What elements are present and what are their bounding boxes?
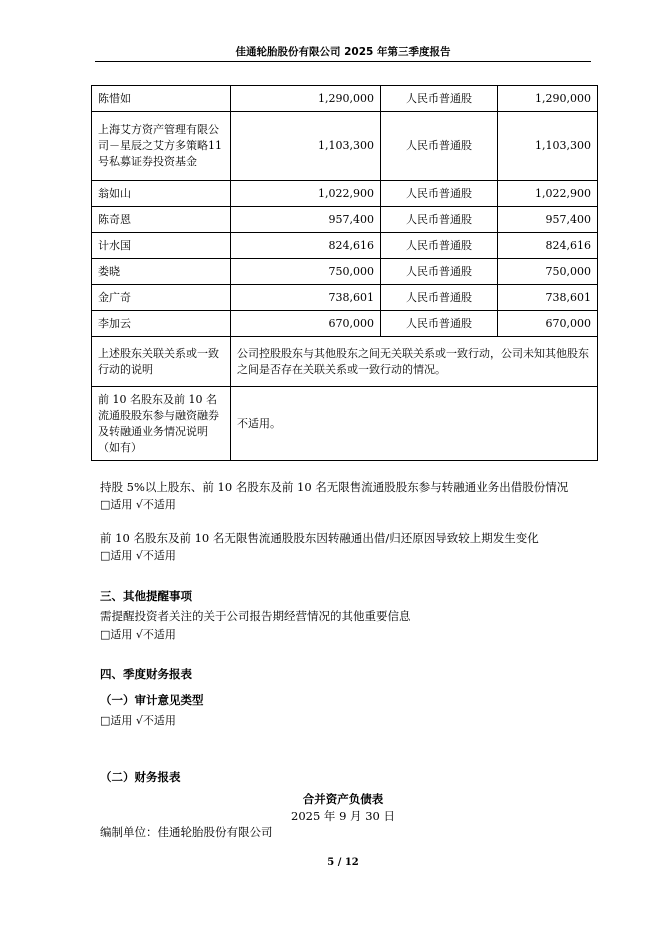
holder-name: 陈惜如 [92,86,231,112]
change-option: □适用 √不适用 [100,549,176,562]
share-quantity: 1,103,300 [498,112,598,181]
table-row [92,311,598,337]
report-header: 佳通轮胎股份有限公司 2025 年第三季度报告 [235,46,451,58]
holder-name: 娄晓 [92,259,231,285]
holder-name: 陈奇恩 [92,207,231,233]
change-text: 前 10 名股东及前 10 名无限售流通股股东因转融通出借/归还原因导致较上期发生变化 [100,531,539,545]
table-row [92,285,598,311]
share-type: 人民币普通股 [381,112,498,181]
share-type: 人民币普通股 [381,181,498,207]
table-row [92,112,598,181]
share-quantity: 750,000 [498,259,598,285]
section4-heading: 四、季度财务报表 [100,667,192,681]
table-row [92,259,598,285]
share-count: 1,103,300 [231,112,381,181]
share-quantity: 824,616 [498,233,598,259]
section3-option: □适用 √不适用 [100,628,176,641]
share-count: 957,400 [231,207,381,233]
table-row [92,181,598,207]
share-count: 750,000 [231,259,381,285]
share-quantity: 1,022,900 [498,181,598,207]
preparer: 编制单位：佳通轮胎股份有限公司 [100,825,273,839]
share-type: 人民币普通股 [381,86,498,112]
table-row [92,233,598,259]
balance-sheet-title: 合并资产负债表 [302,792,384,806]
holder-name: 上海艾方资产管理有限公司－星辰之艾方多策略11号私募证券投资基金 [92,112,231,181]
share-quantity: 738,601 [498,285,598,311]
share-quantity: 957,400 [498,207,598,233]
table-row [92,86,598,112]
holder-name: 计水国 [92,233,231,259]
share-type: 人民币普通股 [381,311,498,337]
share-type: 人民币普通股 [381,233,498,259]
share-type: 人民币普通股 [381,207,498,233]
holder-name: 李加云 [92,311,231,337]
top-shareholders-table [91,85,598,461]
share-count: 1,290,000 [231,86,381,112]
share-count: 738,601 [231,285,381,311]
share-count: 824,616 [231,233,381,259]
margin-label: 前 10 名股东及前 10 名流通股股东参与融资融券及转融通业务情况说明（如有） [92,387,231,461]
page-number: 5 / 12 [327,857,359,868]
share-quantity: 670,000 [498,311,598,337]
section3-text: 需提醒投资者关注的关于公司报告期经营情况的其他重要信息 [100,609,411,623]
margin-text: 不适用。 [231,387,598,461]
audit-opinion-heading: （一）审计意见类型 [100,693,204,707]
table-row [92,207,598,233]
share-type: 人民币普通股 [381,259,498,285]
relation-label: 上述股东关联关系或一致行动的说明 [92,337,231,387]
share-count: 1,022,900 [231,181,381,207]
header-rule [95,61,591,62]
share-count: 670,000 [231,311,381,337]
share-type: 人民币普通股 [381,285,498,311]
lending-text: 持股 5%以上股东、前 10 名股东及前 10 名无限售流通股股东参与转融通业务出借股份情况 [100,480,569,494]
share-quantity: 1,290,000 [498,86,598,112]
table-row [92,337,598,387]
lending-option: □适用 √不适用 [100,498,176,511]
financial-statements-heading: （二）财务报表 [100,770,181,784]
section3-heading: 三、其他提醒事项 [100,589,192,603]
table-row [92,387,598,461]
relation-text: 公司控股股东与其他股东之间无关联关系或一致行动，公司未知其他股东之间是否存在关联关系或一致行动的情况。 [231,337,598,387]
audit-opinion-option: □适用 √不适用 [100,714,176,727]
balance-sheet-date: 2025 年 9 月 30 日 [291,809,395,823]
holder-name: 金广奇 [92,285,231,311]
holder-name: 翁如山 [92,181,231,207]
